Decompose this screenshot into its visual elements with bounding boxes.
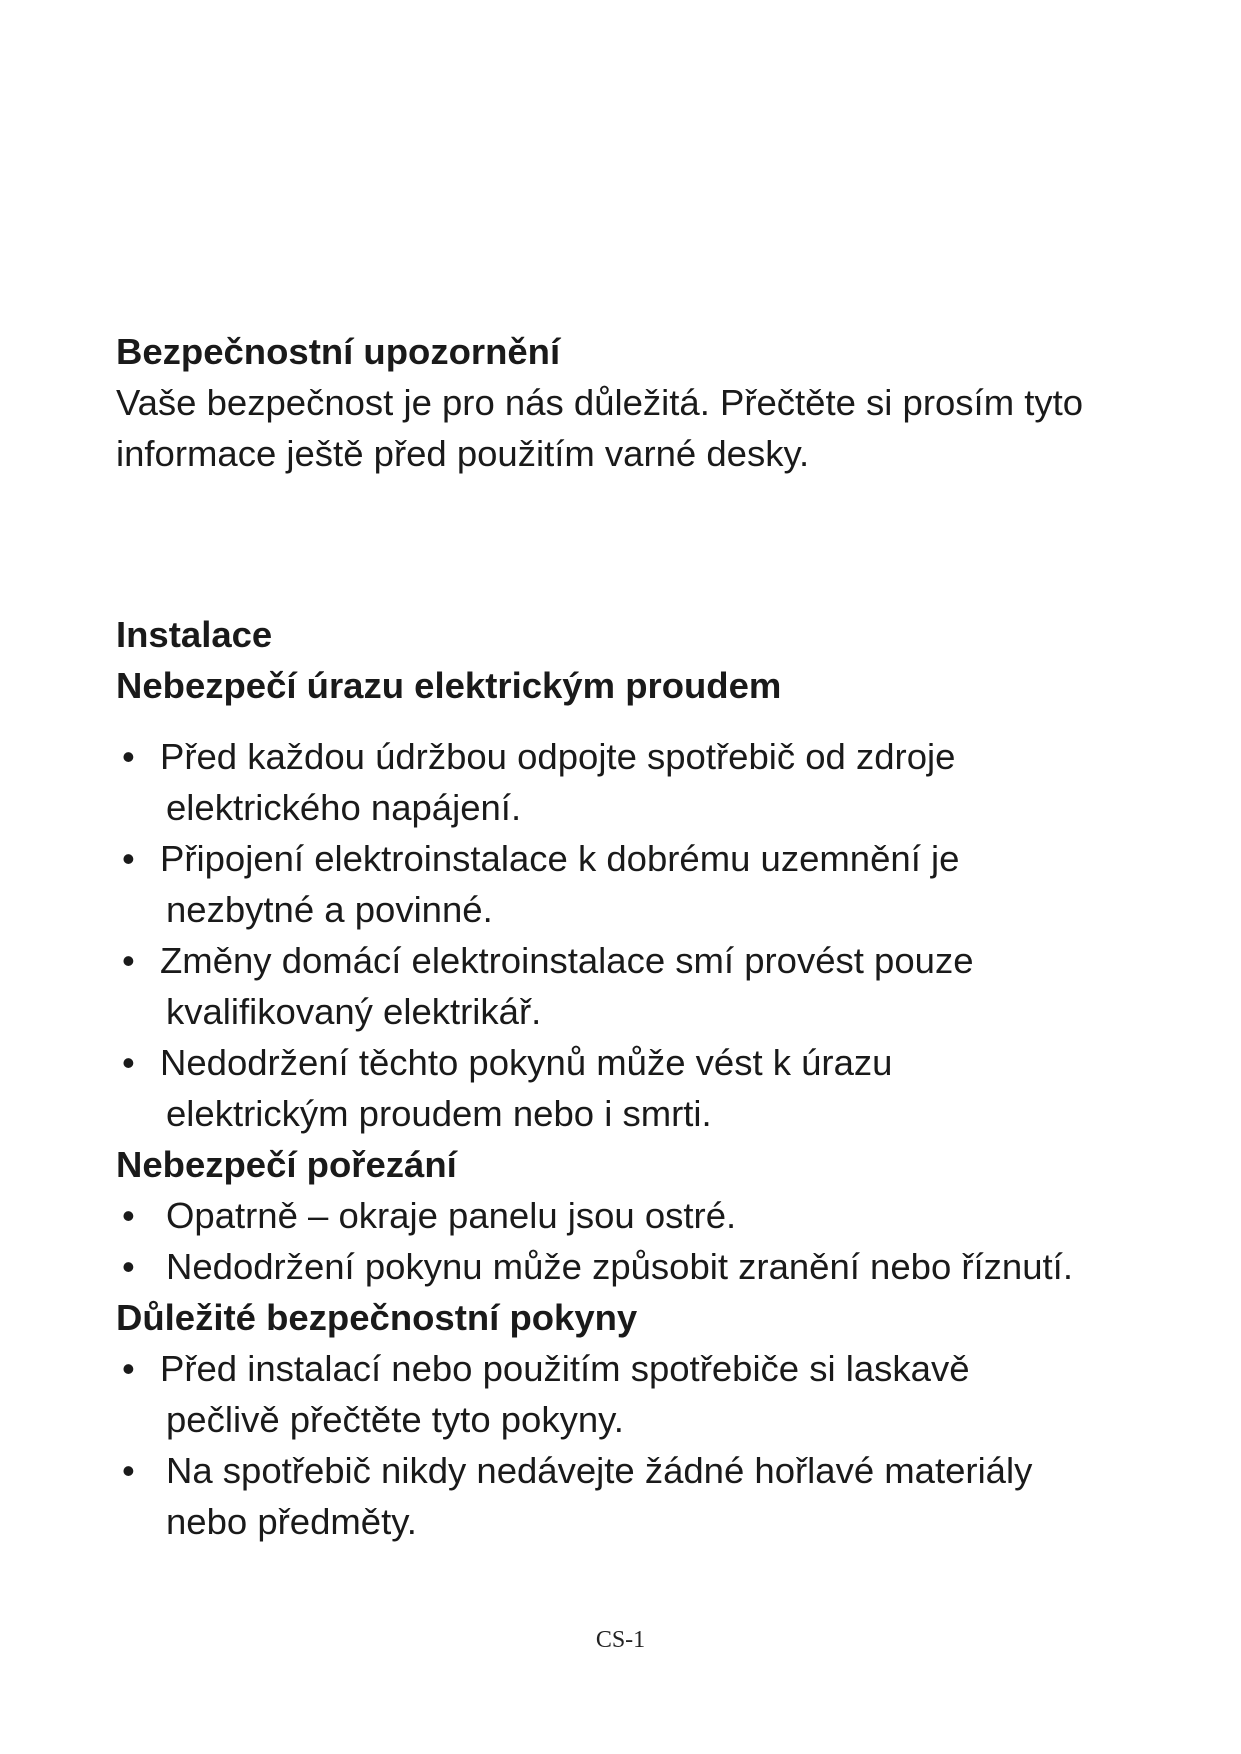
section-spacer xyxy=(116,479,1146,609)
important-safety-list xyxy=(116,1343,1146,1547)
list-item-text: Připojení elektroinstalace k dobrému uzemnění je xyxy=(160,838,960,879)
electric-shock-list xyxy=(116,731,1146,1139)
list-item-text: Nedodržení pokynu může způsobit zranění nebo říznutí. xyxy=(166,1246,1073,1287)
safety-intro-line-2: informace ještě před použitím varné desky. xyxy=(116,433,810,474)
bullet-icon: • xyxy=(122,838,135,879)
list-item-text: Před instalací nebo použitím spotřebiče si laskavě xyxy=(160,1348,970,1389)
cut-hazard-list xyxy=(116,1190,1146,1292)
bullet-icon: • xyxy=(122,1195,135,1236)
list-item xyxy=(116,1445,1146,1547)
list-item-text-continued: nezbytné a povinné. xyxy=(166,889,493,930)
list-item-text-continued: pečlivě přečtěte tyto pokyny. xyxy=(166,1399,624,1440)
safety-intro-line-1: Vaše bezpečnost je pro nás důležitá. Přečtěte si prosím tyto xyxy=(116,382,1084,423)
important-safety-heading: Důležité bezpečnostní pokyny xyxy=(116,1297,638,1338)
safety-heading: Bezpečnostní upozornění xyxy=(116,331,561,372)
bullet-icon: • xyxy=(122,940,135,981)
list-item xyxy=(116,1037,1146,1139)
list-item xyxy=(116,1343,1146,1445)
page-content xyxy=(116,326,1146,1547)
list-item-text-continued: kvalifikovaný elektrikář. xyxy=(166,991,542,1032)
list-item-text: Před každou údržbou odpojte spotřebič od zdroje xyxy=(160,736,956,777)
list-item xyxy=(116,833,1146,935)
list-item-text-continued: elektrickým proudem nebo i smrti. xyxy=(166,1093,712,1134)
list-item xyxy=(116,731,1146,833)
list-item-text: Opatrně – okraje panelu jsou ostré. xyxy=(166,1195,737,1236)
list-item-text-continued: nebo předměty. xyxy=(166,1501,417,1542)
bullet-icon: • xyxy=(122,1246,135,1287)
list-item-text: Změny domácí elektroinstalace smí provést pouze xyxy=(160,940,974,981)
list-item xyxy=(116,935,1146,1037)
list-item xyxy=(116,1241,1146,1292)
list-item-text-continued: elektrického napájení. xyxy=(166,787,522,828)
bullet-icon: • xyxy=(122,1348,135,1389)
list-item xyxy=(116,1190,1146,1241)
page-number: CS-1 xyxy=(595,1627,646,1653)
list-item-text: Nedodržení těchto pokynů může vést k úrazu xyxy=(160,1042,893,1083)
list-item-text: Na spotřebič nikdy nedávejte žádné hořlavé materiály xyxy=(166,1450,1033,1491)
bullet-icon: • xyxy=(122,1450,135,1491)
bullet-icon: • xyxy=(122,736,135,777)
installation-heading: Instalace xyxy=(116,614,273,655)
bullet-icon: • xyxy=(122,1042,135,1083)
cut-hazard-heading: Nebezpečí pořezání xyxy=(116,1144,457,1185)
electric-shock-heading: Nebezpečí úrazu elektrickým proudem xyxy=(116,665,782,706)
